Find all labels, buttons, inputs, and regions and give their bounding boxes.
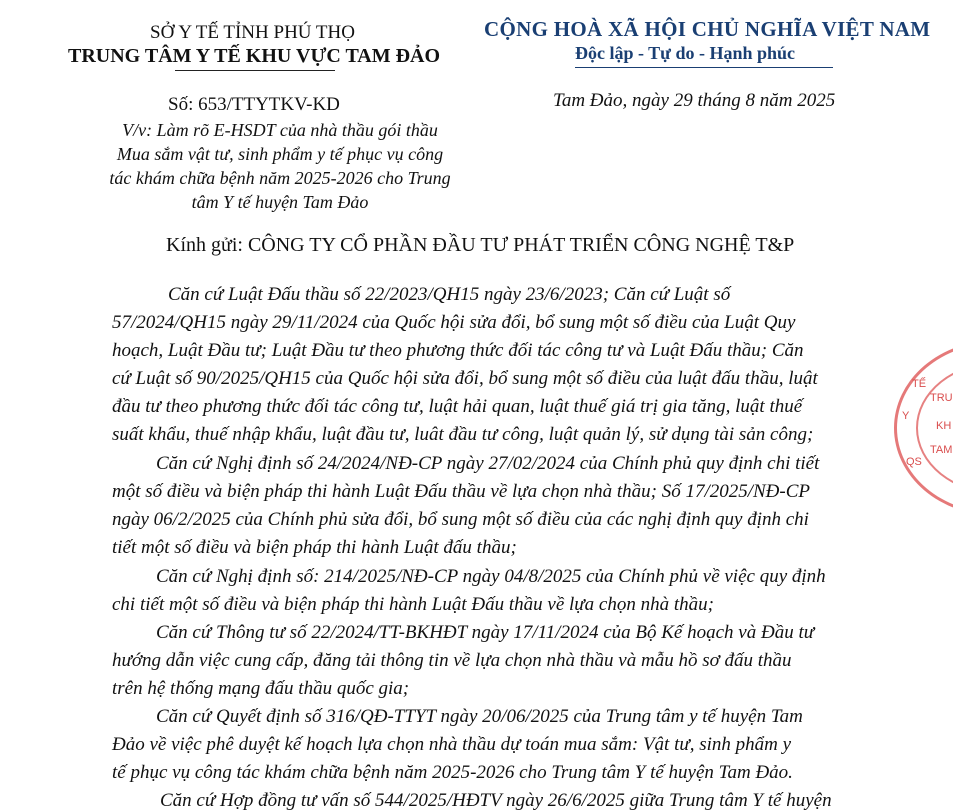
subject-line: tác khám chữa bệnh năm 2025-2026 cho Trung bbox=[109, 168, 451, 188]
subject-line: V/v: Làm rõ E-HSDT của nhà thầu gói thầu bbox=[122, 120, 438, 140]
body-line: hoạch, Luật Đầu tư; Luật Đầu tư theo phương thức đối tác công tư và Luật Đấu thầu; Căn bbox=[112, 340, 804, 361]
document-number: Số: 653/TTYTKV-KD bbox=[168, 94, 340, 115]
body-line: trên hệ thống mạng đấu thầu quốc gia; bbox=[112, 678, 410, 699]
organization-name: TRUNG TÂM Y TẾ KHU VỰC TAM ĐẢO bbox=[68, 45, 441, 67]
national-motto: Độc lập - Tự do - Hạnh phúc bbox=[575, 43, 796, 63]
body-line: tế phục vụ công tác khám chữa bệnh năm 2025-2026 cho Trung tâm Y tế huyện Tam Đảo. bbox=[112, 762, 793, 783]
body-line: một số điều và biện pháp thi hành Luật Đấu thầu về lựa chọn nhà thầu; Số 17/2025/NĐ-CP bbox=[112, 481, 811, 502]
motto-underline bbox=[575, 67, 833, 68]
body-line: đầu tư theo phương thức đối tác công tư, luật hải quan, luật thuế giá trị gia tăng, luật thuế bbox=[112, 396, 803, 417]
stamp-text: Y bbox=[902, 410, 910, 422]
body-line: Căn cứ Nghị định số: 214/2025/NĐ-CP ngày 04/8/2025 của Chính phủ về việc quy định bbox=[156, 566, 826, 587]
stamp-text: TẾ bbox=[912, 378, 927, 390]
body-line: cứ Luật số 90/2025/QH15 của Quốc hội sửa đổi, bổ sung một số điều của luật đấu thầu, luật bbox=[112, 368, 818, 389]
body-line: hướng dẫn việc cung cấp, đăng tải thông tin về lựa chọn nhà thầu và mẫu hồ sơ đấu thầu bbox=[112, 650, 792, 671]
body-line: Căn cứ Nghị định số 24/2024/NĐ-CP ngày 27/02/2024 của Chính phủ quy định chi tiết bbox=[156, 453, 820, 474]
recipient-line: Kính gửi: CÔNG TY CỔ PHẦN ĐẦU TƯ PHÁT TRIỂN CÔNG NGHỆ T&P bbox=[166, 234, 795, 256]
body-line: chi tiết một số điều và biện pháp thi hành Luật Đấu thầu về lựa chọn nhà thầu; bbox=[112, 594, 714, 615]
body-line: Căn cứ Luật Đấu thầu số 22/2023/QH15 ngày 23/6/2023; Căn cứ Luật số bbox=[168, 284, 731, 305]
body-line: Đảo về việc phê duyệt kế hoạch lựa chọn nhà thầu dự toán mua sắm: Vật tư, sinh phẩm y bbox=[112, 734, 792, 755]
organization-parent: SỞ Y TẾ TỈNH PHÚ THỌ bbox=[150, 22, 355, 43]
organization-underline bbox=[175, 70, 335, 71]
body-line: ngày 06/2/2025 của Chính phủ sửa đổi, bổ sung một số điều của các nghị định quy định chi bbox=[112, 509, 809, 530]
body-line: Căn cứ Thông tư số 22/2024/TT-BKHĐT ngày 17/11/2024 của Bộ Kế hoạch và Đầu tư bbox=[156, 622, 815, 643]
place-date: Tam Đảo, ngày 29 tháng 8 năm 2025 bbox=[553, 90, 836, 111]
subject-line: Mua sắm vật tư, sinh phẩm y tế phục vụ công bbox=[116, 144, 444, 164]
stamp-text: QS bbox=[906, 456, 922, 468]
body-line: 57/2024/QH15 ngày 29/11/2024 của Quốc hội sửa đổi, bổ sung một số điều của Luật Quy bbox=[112, 312, 796, 333]
body-line: Căn cứ Quyết định số 316/QĐ-TTYT ngày 20/06/2025 của Trung tâm y tế huyện Tam bbox=[156, 706, 803, 727]
body-line: suất khẩu, thuế nhập khẩu, luật đầu tư, luât đầu tư công, luật quản lý, sử dụng tài sản công; bbox=[112, 424, 814, 445]
body-line: Căn cứ Hợp đồng tư vấn số 544/2025/HĐTV ngày 26/6/2025 giữa Trung tâm Y tế huyện bbox=[160, 790, 832, 811]
stamp-text: KH bbox=[936, 420, 952, 432]
body-line: tiết một số điều và biện pháp thi hành Luật đấu thầu; bbox=[112, 537, 517, 558]
national-title: CỘNG HOÀ XÃ HỘI CHỦ NGHĨA VIỆT NAM bbox=[484, 17, 931, 41]
stamp-text: TRU bbox=[930, 392, 953, 404]
stamp-text: TAM bbox=[930, 444, 953, 456]
subject-line: tâm Y tế huyện Tam Đảo bbox=[191, 192, 369, 212]
subject-block bbox=[70, 118, 490, 214]
